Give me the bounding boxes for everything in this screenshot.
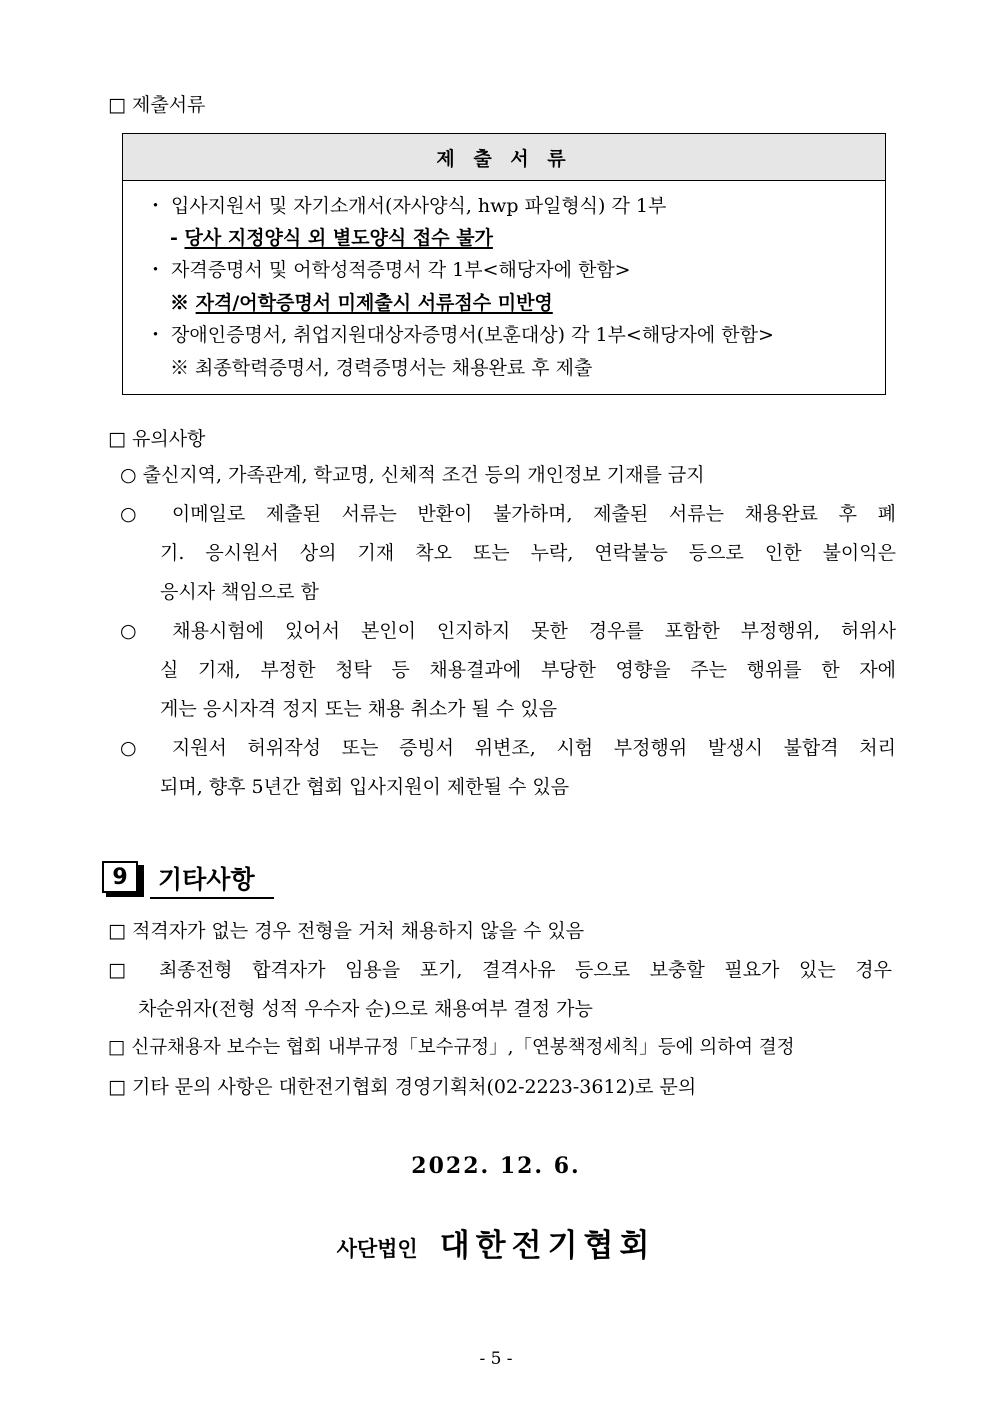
submission-box-title: 제 출 서 류 xyxy=(123,134,885,181)
notes-heading: □ 유의사항 xyxy=(108,428,206,450)
document-date: 2022. 12. 6. xyxy=(411,1153,581,1179)
notes-item: ○ 출신지역, 가족관계, 학교명, 신체적 조건 등의 개인정보 기재를 금지 xyxy=(120,464,705,486)
note-prefix: - xyxy=(170,227,185,249)
note-prefix: ※ xyxy=(170,292,196,314)
notes-item-cont: 되며, 향후 5년간 협회 입사지원이 제한될 수 있음 xyxy=(160,776,570,798)
submission-item-1-note xyxy=(170,225,493,251)
section9-item: □ 최종전형 합격자가 임용을 포기, 결격사유 등으로 보충할 필요가 있는 경우 xyxy=(108,959,892,981)
section-title-underline xyxy=(150,897,274,899)
submission-item-3: ・ 장애인증명서, 취업지원대상자증명서(보훈대상) 각 1부<해당자에 한함> xyxy=(146,324,774,346)
submission-item-2-note xyxy=(170,290,553,316)
notes-item: ○ 이메일로 제출된 서류는 반환이 불가하며, 제출된 서류는 채용완료 후 폐 xyxy=(120,503,896,525)
notes-item: ○ 지원서 허위작성 또는 증빙서 위변조, 시험 부정행위 발생시 불합격 처리 xyxy=(120,737,896,759)
org-prefix: 사단법인 xyxy=(336,1236,418,1261)
organization xyxy=(0,1220,992,1265)
notes-item-cont: 게는 응시자격 정지 또는 채용 취소가 될 수 있음 xyxy=(160,698,558,720)
submission-item-1: ・ 입사지원서 및 자기소개서(자사양식, hwp 파일형식) 각 1부 xyxy=(146,195,667,217)
submission-item-2: ・ 자격증명서 및 어학성적증명서 각 1부<해당자에 한함> xyxy=(146,259,631,281)
notes-item: ○ 채용시험에 있어서 본인이 인지하지 못한 경우를 포함한 부정행위, 허위사 xyxy=(120,620,896,642)
section9-item-cont: 차순위자(전형 성적 우수자 순)으로 채용여부 결정 가능 xyxy=(138,998,593,1020)
org-name: 대한전기협회 xyxy=(439,1228,656,1264)
page-number: - 5 - xyxy=(479,1349,513,1369)
notes-item-cont: 응시자 책임으로 함 xyxy=(160,581,319,603)
section9-item: □ 신규채용자 보수는 협회 내부규정「보수규정」,「연봉책정세칙」등에 의하여 결정 xyxy=(108,1037,795,1058)
submission-item-3-note: ※ 최종학력증명서, 경력증명서는 채용완료 후 제출 xyxy=(170,357,593,379)
note-emphasis: 당사 지정양식 외 별도양식 접수 불가 xyxy=(184,227,493,249)
notes-item-cont: 기. 응시원서 상의 기재 착오 또는 누락, 연락불능 등으로 인한 불이익은 xyxy=(160,542,896,564)
section-title: 기타사항 xyxy=(158,865,255,894)
section-number: 9 xyxy=(102,861,138,893)
notes-item-cont: 실 기재, 부정한 청탁 등 채용결과에 부당한 영향을 주는 행위를 한 자에 xyxy=(160,659,896,681)
section9-item: □ 기타 문의 사항은 대한전기협회 경영기획처(02-2223-3612)로 문의 xyxy=(108,1076,697,1098)
note-emphasis: 자격/어학증명서 미제출시 서류점수 미반영 xyxy=(195,292,553,314)
section9-item: □ 적격자가 없는 경우 전형을 거처 채용하지 않을 수 있음 xyxy=(108,920,585,942)
submission-heading: □ 제출서류 xyxy=(108,94,206,116)
section-number-shadow xyxy=(106,893,144,897)
